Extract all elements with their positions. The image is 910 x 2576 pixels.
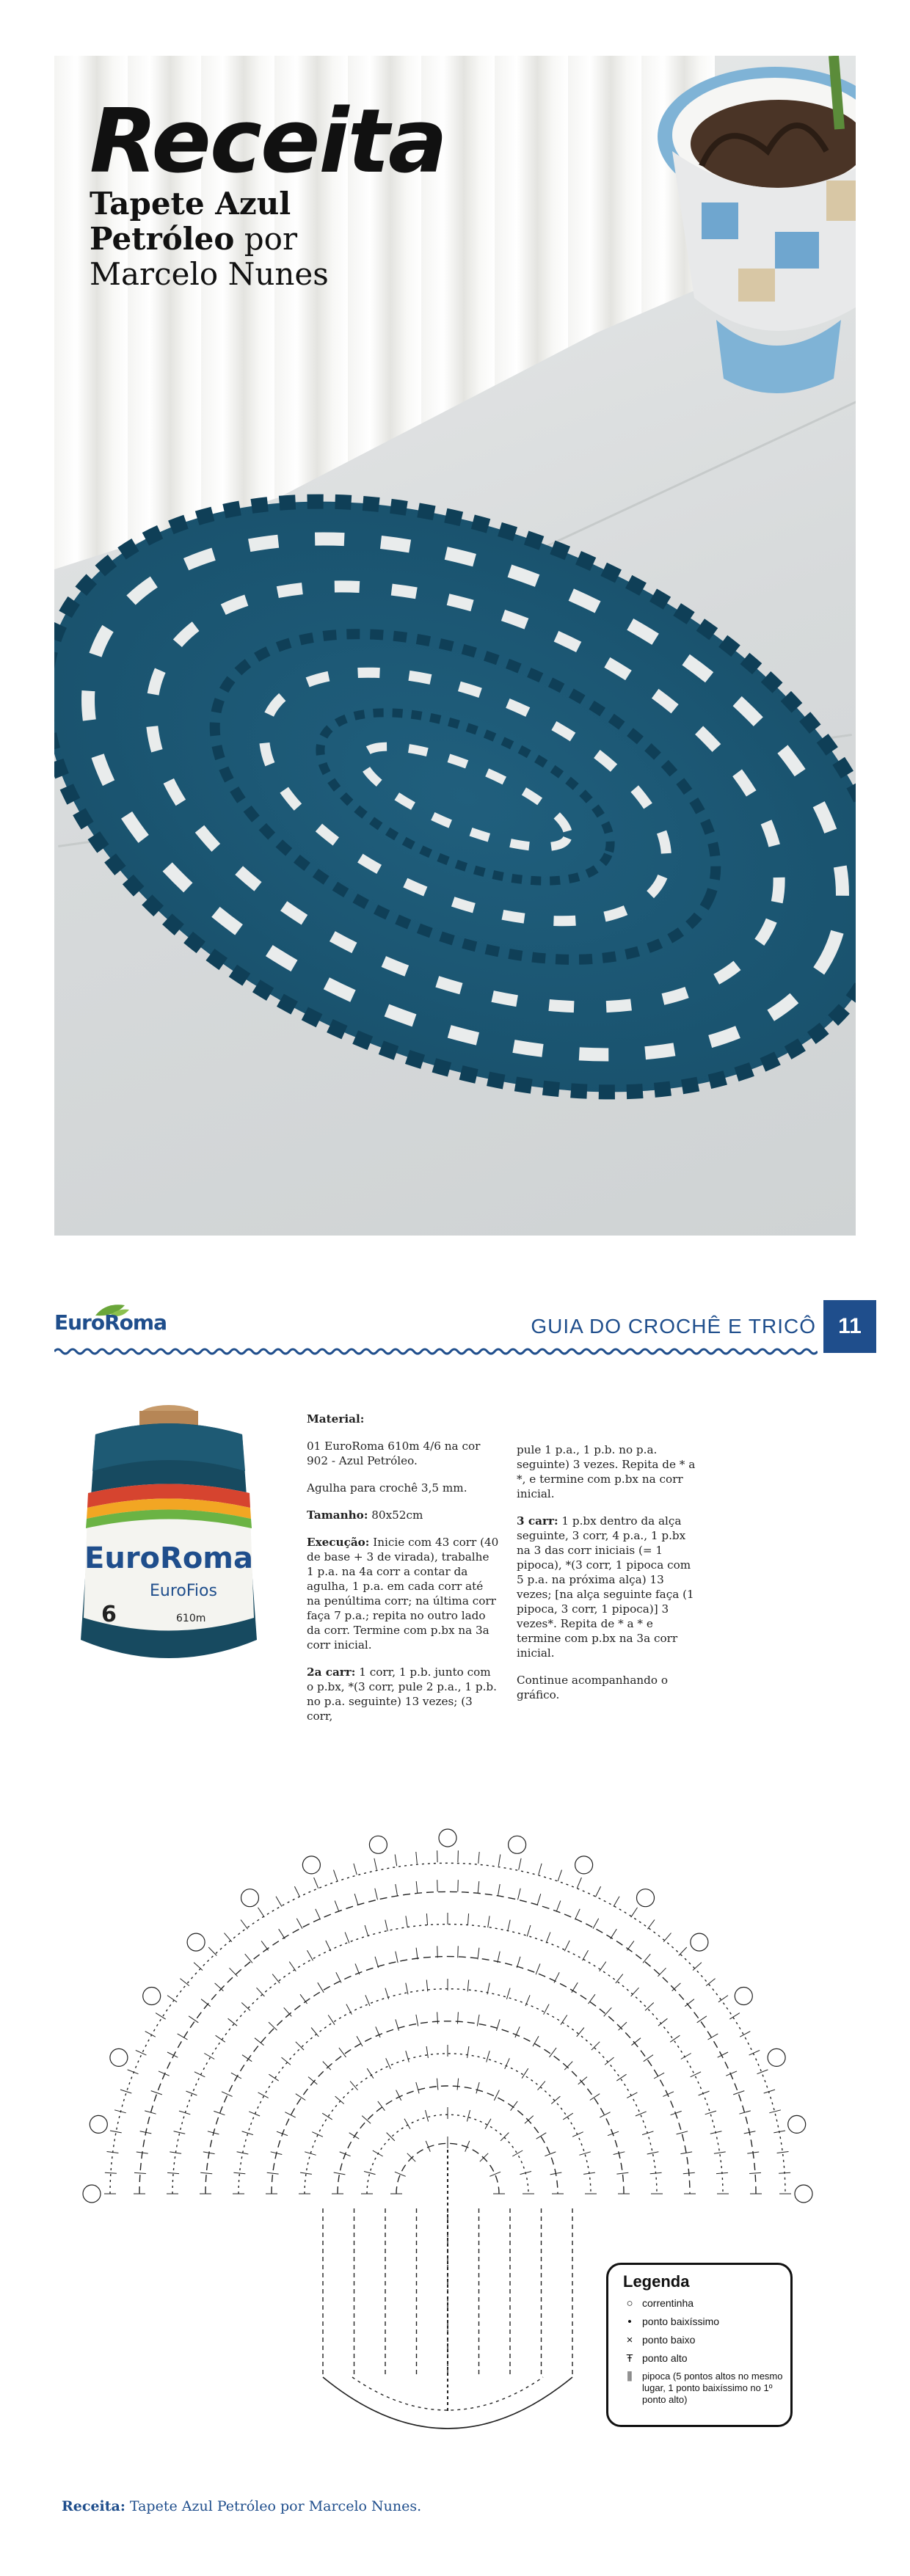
chart-stitch-mark — [407, 2153, 415, 2161]
chart-picot — [788, 2115, 806, 2133]
chart-stitch-mark — [538, 2081, 545, 2090]
chart-stitch-mark — [739, 2111, 750, 2114]
chart-stitch-mark — [307, 1950, 313, 1960]
chart-stitch-mark — [179, 2111, 190, 2115]
chart-stitch-mark — [145, 2032, 156, 2037]
chart-stitch-mark — [627, 1941, 634, 1950]
chart-picot — [110, 2048, 128, 2066]
chart-stitch-mark — [457, 2079, 459, 2090]
chart-stitch-mark — [714, 2152, 726, 2153]
chart-stitch-mark — [416, 1948, 418, 1960]
chart-stitch-mark — [416, 1852, 418, 1864]
popcorn-stitch-icon: ⫼ — [627, 2371, 633, 2383]
legend-label: ponto baixo — [642, 2334, 696, 2346]
chart-stitch-mark — [663, 1933, 671, 1942]
chart-picot — [509, 1836, 526, 1853]
chart-stitch-mark — [467, 2046, 469, 2058]
chart-row-arc — [305, 2054, 591, 2194]
chart-stitch-mark — [757, 2070, 768, 2074]
size-paragraph — [307, 1508, 499, 1522]
chart-stitch-mark — [740, 2032, 750, 2037]
chart-stitch-mark — [365, 1995, 370, 2006]
chart-bottom-arc — [352, 2377, 543, 2410]
chart-stitch-mark — [546, 1933, 550, 1944]
footer-label: Receita: — [62, 2498, 125, 2514]
chart-stitch-mark — [476, 2082, 479, 2093]
chart-picot — [241, 1889, 259, 1907]
chart-stitch-mark — [544, 2004, 550, 2015]
chart-stitch-mark — [749, 2172, 761, 2173]
chart-stitch-mark — [426, 2110, 429, 2122]
chart-stitch-mark — [467, 1980, 469, 1991]
legend-label: ponto alto — [642, 2352, 688, 2364]
chart-stitch-mark — [416, 2082, 419, 2093]
chart-stitch-mark — [498, 1855, 500, 1867]
wave-divider — [54, 1346, 818, 1357]
chart-stitch-mark — [545, 2152, 556, 2156]
chart-stitch-mark — [458, 2012, 459, 2024]
chart-stitch-mark — [396, 2090, 401, 2101]
chart-stitch-mark — [631, 1908, 638, 1917]
chart-stitch-mark — [426, 1980, 428, 1991]
chart-stitch-mark — [437, 1946, 438, 1957]
chart-stitch-mark — [174, 2131, 186, 2134]
chart-stitch-mark — [201, 1999, 211, 2007]
euroroma-logo: EuroRoma — [54, 1310, 167, 1335]
chart-picot — [143, 1988, 161, 2005]
chart-stitch-mark — [672, 1983, 681, 1991]
guide-title: GUIA DO CROCHÊ E TRICÔ — [531, 1315, 816, 1338]
chart-stitch-mark — [396, 2019, 399, 2030]
chart-row-arc — [139, 1891, 756, 2194]
chart-stitch-mark — [643, 1954, 650, 1963]
chart-stitch-mark — [294, 1886, 299, 1897]
chart-stitch-mark — [537, 1894, 541, 1905]
chart-stitch-mark — [230, 1968, 238, 1977]
chart-stitch-mark — [316, 1909, 321, 1920]
chart-stitch-mark — [467, 1913, 468, 1925]
chart-stitch-mark — [194, 1963, 203, 1971]
chart-stitch-mark — [554, 1972, 559, 1982]
chart-stitch-mark — [647, 2152, 659, 2154]
chart-stitch-mark — [249, 2112, 260, 2116]
chart-stitch-mark — [225, 1933, 232, 1942]
cone-brand: EuroRoma — [84, 1541, 253, 1575]
execution-text: Inicie com 43 corr (40 de base + 3 de virada), trabalhe 1 p.a. na 4a corr a contar da agulha, 1 p.a. em cada corr até na penúltima corr; na última corr faça 7 p.a.; repita no outro lado da corr. Termine com p.bx na 3a corr inicial. — [307, 1536, 499, 1652]
chart-stitch-mark — [716, 2172, 728, 2173]
chart-stitch-mark — [364, 2172, 376, 2175]
chart-stitch-mark — [536, 1963, 540, 1974]
chart-picot — [439, 1829, 456, 1847]
chart-stitch-mark — [416, 1881, 418, 1893]
chart-stitch-mark — [779, 2172, 790, 2173]
chart-stitch-mark — [396, 1884, 398, 1896]
row3-paragraph — [517, 1514, 700, 1660]
chart-stitch-mark — [335, 2096, 344, 2104]
chart-stitch-mark — [458, 1946, 459, 1957]
chart-stitch-mark — [497, 2019, 500, 2030]
chart-stitch-mark — [769, 2110, 781, 2113]
chart-stitch-mark — [314, 1878, 318, 1889]
chart-stitch-mark — [289, 1962, 296, 1971]
chart-stitch-mark — [373, 2150, 383, 2156]
material-item-2: Agulha para crochê 3,5 mm. — [307, 1481, 467, 1495]
size-label: Tamanho: — [307, 1508, 368, 1522]
chart-stitch-mark — [593, 1919, 599, 1929]
chart-stitch-mark — [498, 1952, 500, 1963]
hero-photo — [54, 56, 856, 1236]
legend-item-double — [617, 2352, 790, 2365]
chart-stitch-mark — [777, 2152, 789, 2153]
chart-stitch-mark — [525, 2116, 534, 2124]
hero-title-block — [90, 91, 446, 292]
chart-stitch-mark — [300, 1994, 307, 2004]
chart-stitch-mark — [374, 1858, 376, 1870]
single-crochet-icon: × — [626, 2334, 633, 2346]
chart-stitch-mark — [647, 1920, 655, 1930]
chart-stitch-mark — [365, 1925, 368, 1936]
chart-stitch-mark — [458, 1850, 459, 1862]
chart-stitch-mark — [385, 1920, 388, 1932]
row2-paragraph — [307, 1665, 499, 1723]
chart-stitch-mark — [208, 1947, 216, 1956]
chart-stitch-mark — [488, 1916, 489, 1927]
chart-stitch-mark — [233, 2172, 245, 2174]
chart-picot — [768, 2048, 785, 2066]
chart-stitch-mark — [261, 1941, 269, 1950]
chart-stitch-mark — [478, 1948, 479, 1960]
chart-picot — [795, 2185, 812, 2203]
chart-stitch-mark — [512, 2150, 523, 2156]
chart-stitch-mark — [114, 2110, 126, 2113]
chart-stitch-mark — [245, 1954, 252, 1963]
chart-stitch-mark — [508, 1920, 511, 1932]
chart-stitch-mark — [257, 1988, 265, 1996]
chart-stitch-mark — [658, 1968, 666, 1977]
chart-stitch-mark — [272, 1974, 280, 1984]
slip-stitch-icon: • — [627, 2316, 632, 2328]
row2-label: 2a carr: — [307, 1665, 356, 1679]
chart-stitch-mark — [480, 2153, 488, 2161]
chart-stitch-mark — [691, 2072, 701, 2077]
chart-stitch-mark — [437, 2079, 438, 2090]
chart-stitch-mark — [575, 1909, 580, 1920]
chart-stitch-mark — [706, 1979, 716, 1986]
chart-stitch-mark — [645, 2003, 654, 2011]
chart-stitch-mark — [345, 1933, 349, 1944]
chart-stitch-mark — [505, 2058, 510, 2069]
legend-item-chain — [617, 2297, 790, 2310]
chart-stitch-mark — [311, 2028, 318, 2037]
legend-item-popcorn — [617, 2371, 790, 2406]
chart-stitch-mark — [685, 1999, 694, 2007]
hero-subtitle — [90, 186, 446, 292]
chart-stitch-mark — [151, 2091, 162, 2095]
chart-stitch-mark — [467, 2110, 470, 2122]
chart-stitch-mark — [600, 1962, 606, 1971]
yarn-cone-image — [66, 1398, 272, 1684]
recipe-column-2 — [517, 1442, 700, 1715]
chart-stitch-mark — [627, 2092, 637, 2098]
legend-title: Legenda — [623, 2272, 690, 2291]
chart-stitch-mark — [214, 2111, 225, 2115]
legend-label: ponto baixíssimo — [642, 2316, 720, 2327]
chart-stitch-mark — [406, 2051, 410, 2062]
chart-stitch-mark — [658, 2018, 668, 2026]
chart-stitch-mark — [258, 1908, 265, 1917]
chart-stitch-mark — [577, 1878, 581, 1889]
chart-stitch-mark — [385, 1988, 389, 1999]
chart-stitch-mark — [572, 1982, 578, 1993]
chart-stitch-mark — [519, 1858, 521, 1870]
chart-stitch-mark — [536, 2133, 547, 2139]
chart-stitch-mark — [551, 2096, 560, 2104]
chart-stitch-mark — [583, 1950, 589, 1960]
cone-length: 610m — [176, 1613, 206, 1624]
chart-stitch-mark — [322, 2113, 332, 2120]
chart-stitch-mark — [564, 1941, 569, 1951]
chart-stitch-mark — [605, 2057, 614, 2065]
legend-box — [606, 2263, 793, 2427]
chart-stitch-mark — [354, 1894, 358, 1905]
chart-stitch-mark — [367, 2068, 374, 2079]
chart-stitch-mark — [362, 2116, 371, 2124]
chart-stitch-mark — [654, 2073, 664, 2079]
chart-stitch-mark — [733, 2091, 744, 2095]
chart-stitch-mark — [296, 1919, 302, 1929]
chart-stitch-mark — [228, 2018, 238, 2026]
chart-stitch-mark — [487, 2051, 490, 2062]
chart-stitch-mark — [416, 2015, 418, 2026]
chart-stitch-mark — [616, 1974, 623, 1984]
chart-stitch-mark — [527, 1925, 531, 1936]
chart-stitch-mark — [600, 2112, 610, 2117]
chart-picot — [637, 1889, 655, 1907]
chart-stitch-mark — [697, 2016, 707, 2023]
legend-item-slip — [617, 2316, 790, 2328]
chart-stitch-mark — [478, 1881, 479, 1893]
chart-stitch-mark — [500, 2133, 509, 2141]
chart-stitch-mark — [189, 2016, 198, 2023]
chart-stitch-mark — [336, 1972, 341, 1982]
execution-label: Execução: — [307, 1536, 370, 1549]
chart-stitch-mark — [489, 2172, 500, 2176]
chart-stitch-mark — [395, 1855, 397, 1867]
chart-stitch-mark — [679, 1947, 687, 1956]
chart-stitch-mark — [498, 1884, 500, 1896]
chart-stitch-mark — [335, 1901, 339, 1912]
chart-picot — [575, 1856, 593, 1874]
chart-stitch-mark — [616, 2172, 628, 2174]
chart-stitch-mark — [478, 1852, 480, 1864]
chart-stitch-mark — [558, 1870, 561, 1881]
chart-stitch-mark — [437, 1850, 438, 1862]
chart-stitch-mark — [375, 1957, 379, 1968]
legend-item-single — [617, 2334, 790, 2346]
row2-continued: pule 1 p.a., 1 p.b. no p.a. seguinte) 3 vezes. Repita de * a *, e termine com p.bx na corr inicial. — [517, 1443, 696, 1500]
chart-stitch-mark — [631, 1988, 639, 1996]
size-value: 80x52cm — [368, 1508, 423, 1522]
chart-stitch-mark — [518, 1889, 521, 1900]
subtitle-line-3: Marcelo Nunes — [90, 256, 329, 292]
recipe-column-1 — [307, 1412, 499, 1736]
chart-stitch-mark — [134, 2172, 146, 2173]
chart-stitch-mark — [396, 1952, 398, 1963]
chart-stitch-mark — [334, 1870, 338, 1881]
material-label: Material: — [307, 1412, 365, 1426]
cone-sub-brand: EuroFios — [150, 1582, 217, 1600]
row3-text: 1 p.bx dentro da alça seguinte, 3 corr, 4 p.a., 1 p.bx na 3 das corr iniciais (= 1 pipoca), *(3 corr, 1 pipoca com 5 p.a. na próxima alça) 13 vezes; [na alça seguinte faça (1 pipoca, 3 corr, 1 pipoca)] 3 vezes*. Repita de * a * e termine com p.bx na 3a corr inicial. — [517, 1514, 694, 1660]
chart-stitch-mark — [349, 2133, 360, 2139]
chart-stitch-mark — [285, 2112, 295, 2117]
chart-stitch-mark — [167, 1996, 177, 2002]
chart-row-arc — [172, 1924, 723, 2194]
footer-credit — [62, 2498, 421, 2514]
chart-stitch-mark — [642, 2131, 653, 2135]
chart-stitch-mark — [128, 2070, 139, 2074]
chart-stitch-mark — [426, 1913, 427, 1925]
chart-stitch-mark — [305, 2152, 316, 2156]
chart-stitch-mark — [136, 2050, 147, 2055]
chart-picot — [302, 1856, 320, 1874]
chart-picot — [735, 1988, 752, 2005]
chart-stitch-mark — [354, 1864, 357, 1875]
subtitle-line-1: Tapete Azul — [90, 186, 291, 222]
chart-stitch-mark — [404, 2119, 410, 2129]
chart-stitch-mark — [556, 1901, 561, 1912]
footer-text: Tapete Azul Petróleo por Marcelo Nunes. — [125, 2498, 422, 2514]
chart-picot — [369, 1836, 387, 1853]
chart-stitch-mark — [572, 2132, 583, 2137]
subtitle-line-2-rest: por — [234, 221, 298, 257]
chart-stitch-mark — [677, 2131, 688, 2134]
chart-stitch-mark — [705, 2111, 716, 2115]
chart-picot — [691, 1933, 708, 1951]
chart-picot — [187, 1933, 205, 1951]
chart-stitch-mark — [215, 1983, 224, 1991]
chart-stitch-mark — [328, 2015, 335, 2024]
chart-stitch-mark — [387, 2133, 395, 2141]
chart-stitch-mark — [105, 2172, 117, 2173]
chart-picot — [83, 2185, 101, 2203]
chart-stitch-mark — [200, 2172, 212, 2173]
chart-stitch-mark — [458, 1880, 459, 1891]
chart-stitch-mark — [426, 2046, 428, 2058]
chart-stitch-mark — [346, 2004, 352, 2015]
chart-stitch-mark — [318, 1982, 324, 1993]
subtitle-line-2-bold: Petróleo — [90, 221, 235, 257]
chart-stitch-mark — [241, 1920, 248, 1930]
chart-stitch-mark — [269, 2074, 278, 2081]
chart-stitch-mark — [279, 1929, 285, 1939]
execution-paragraph — [307, 1535, 499, 1652]
chart-stitch-mark — [216, 2035, 225, 2042]
page-number: 11 — [823, 1300, 876, 1353]
row3-label: 3 carr: — [517, 1514, 558, 1528]
legend-label: pipoca (5 pontos altos no mesmo lugar, 1 ponto baixíssimo no 1º ponto alto) — [642, 2371, 783, 2405]
chart-stitch-mark — [167, 2172, 179, 2173]
chart-stitch-mark — [355, 1963, 360, 1974]
cone-number: 6 — [101, 1602, 117, 1627]
chart-stitch-mark — [110, 2131, 122, 2133]
chart-stitch-mark — [437, 1880, 438, 1891]
chart-stitch-mark — [334, 2172, 346, 2175]
chart-stitch-mark — [120, 2090, 131, 2093]
chart-picot — [90, 2115, 107, 2133]
double-crochet-icon: Ŧ — [626, 2352, 633, 2365]
row2-text: 1 corr, 1 p.b. junto com o p.bx, *(3 corr, pule 2 p.a., 1 p.b. no p.a. seguinte) 13 vezes; (3 corr, — [307, 1665, 497, 1723]
chart-stitch-mark — [614, 1897, 619, 1907]
chart-stitch-mark — [300, 2172, 312, 2174]
chart-stitch-mark — [156, 2013, 166, 2020]
chart-stitch-mark — [577, 2028, 584, 2037]
chart-stitch-mark — [326, 1941, 331, 1951]
chart-stitch-mark — [437, 2012, 438, 2024]
chart-stitch-mark — [406, 1916, 407, 1927]
chart-stitch-mark — [550, 2048, 557, 2057]
chart-stitch-mark — [604, 2007, 612, 2016]
chart-stitch-mark — [276, 1897, 282, 1907]
chart-stitch-mark — [145, 2111, 156, 2114]
legend-label: correntinha — [642, 2297, 694, 2309]
material-item-1: 01 EuroRoma 610m 4/6 na cor 902 - Azul Petróleo. — [307, 1440, 481, 1467]
chart-stitch-mark — [681, 2054, 691, 2059]
chart-stitch-mark — [749, 2050, 760, 2055]
chart-stitch-mark — [611, 1929, 617, 1939]
chart-stitch-mark — [339, 2048, 346, 2057]
chart-stitch-mark — [494, 2090, 499, 2101]
chart-stitch-mark — [517, 1957, 520, 1968]
chart-stitch-mark — [267, 2172, 279, 2174]
chart-stitch-mark — [683, 2172, 695, 2173]
chain-stitch-icon: ○ — [626, 2297, 633, 2310]
chart-stitch-mark — [693, 1963, 702, 1971]
chart-stitch-mark — [194, 2072, 205, 2077]
chart-stitch-mark — [375, 1889, 378, 1900]
chart-stitch-mark — [539, 1864, 542, 1875]
recipe-title: Receita — [90, 91, 446, 193]
chart-stitch-mark — [699, 2091, 710, 2095]
chart-stitch-mark — [596, 1886, 601, 1897]
continue-note: Continue acompanhando o gráfico. — [517, 1674, 669, 1701]
